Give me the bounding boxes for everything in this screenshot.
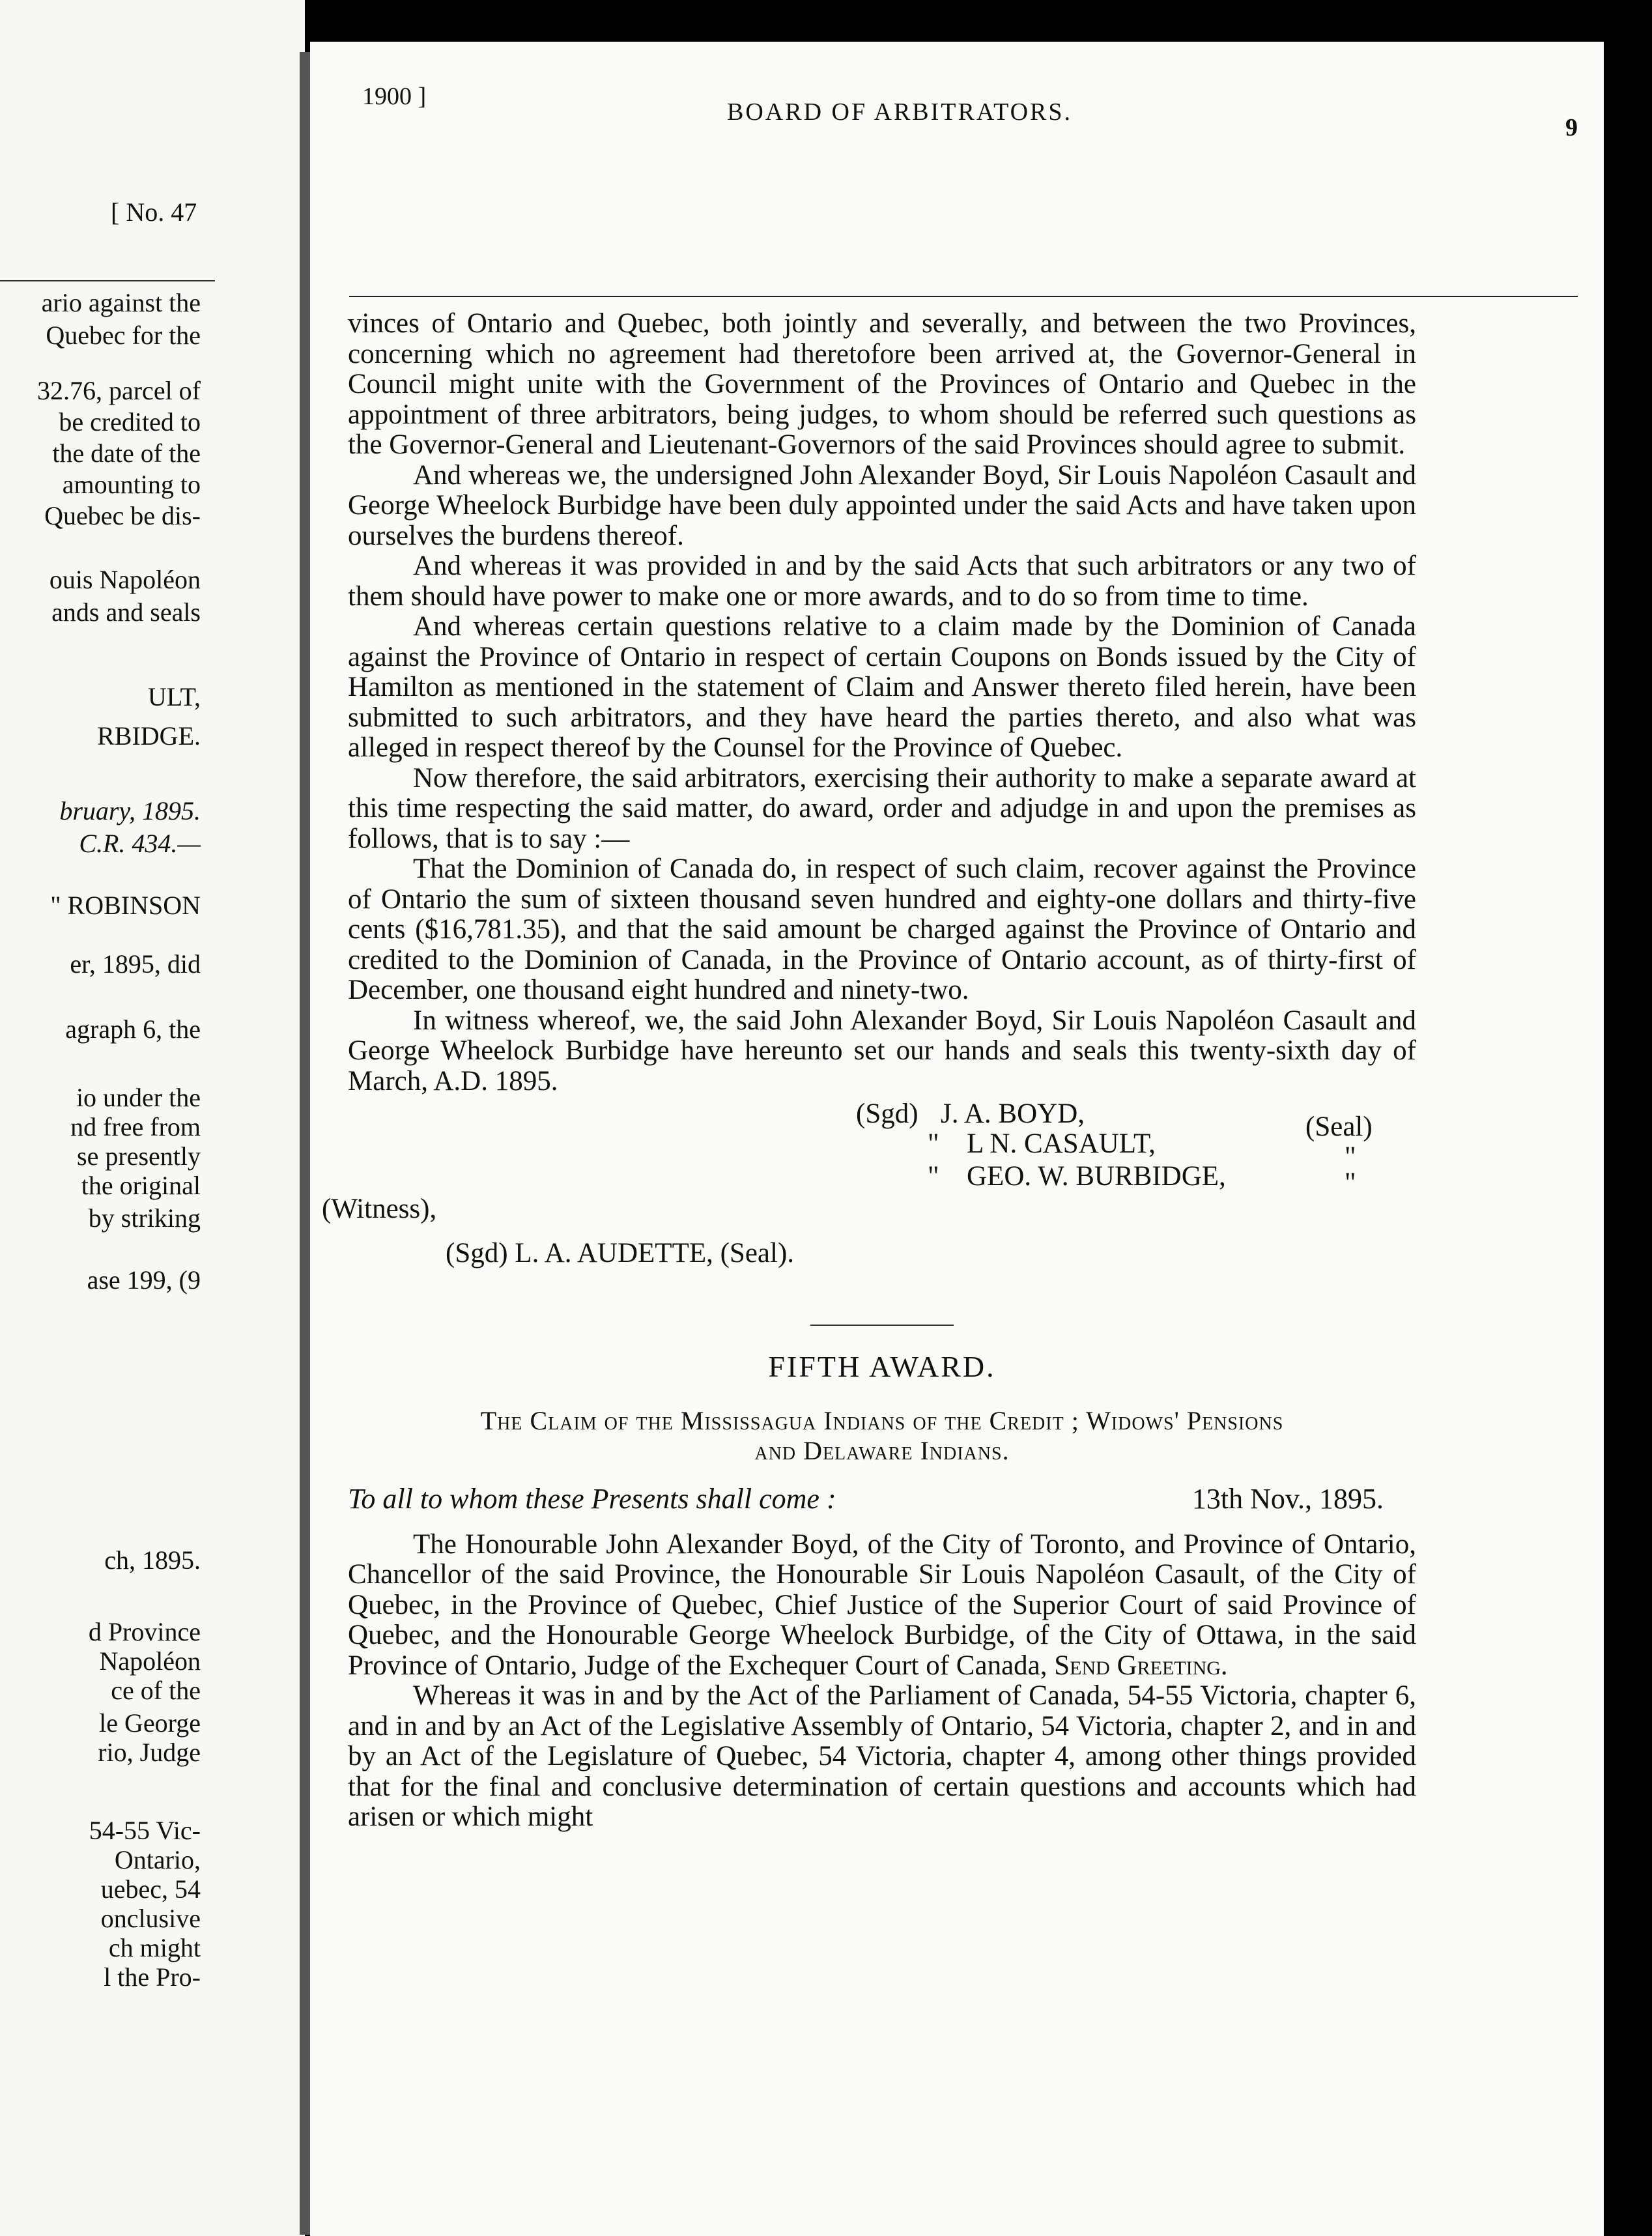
left-page-line: ouis Napoléon bbox=[49, 565, 201, 594]
seal-label: (Seal) bbox=[1305, 1111, 1373, 1142]
running-head-title: BOARD OF ARBITRATORS. bbox=[727, 98, 1073, 126]
left-page-line: amounting to bbox=[62, 470, 201, 499]
left-page-line: the original bbox=[81, 1171, 201, 1200]
signature-block bbox=[348, 1096, 1416, 1198]
left-page-line: Ontario, bbox=[114, 1845, 201, 1874]
running-head-year: 1900 ] bbox=[362, 83, 427, 110]
left-page-line: 54-55 Vic- bbox=[89, 1816, 201, 1845]
left-page-line: the date of the bbox=[52, 438, 201, 468]
ditto-mark: " bbox=[1345, 1168, 1356, 1198]
witness-label: (Witness), bbox=[322, 1194, 437, 1224]
award-date: 13th Nov., 1895. bbox=[1191, 1482, 1384, 1515]
left-page-line: ands and seals bbox=[51, 597, 201, 627]
page-body bbox=[322, 308, 1416, 1833]
left-page-line: ce of the bbox=[111, 1676, 201, 1705]
paragraph: Whereas it was in and by the Act of the Parliament of Canada, 54-55 Victoria, chapter 6, and in and by an Act of the Legislative Assembly of Ontario, 54 Victoria, chapter 2, and in and by an Act of the Legislature of Quebec, 54 Victoria, chapter 4, among other things provided that for the final and conclusive determination of certain questions and accounts which had arisen or which might bbox=[348, 1680, 1416, 1832]
left-page-line: 32.76, parcel of bbox=[36, 376, 201, 405]
left-page-line: bruary, 1895. bbox=[59, 796, 201, 825]
left-page-line: by striking bbox=[88, 1203, 201, 1233]
paragraph: vinces of Ontario and Quebec, both jointly and severally, and between the two Provinces, concerning which no agreement had theretofore been arrived at, the Governor-General in Council might unite with the Government of the Provinces of Ontario and Quebec in the appointment of three arbitrators, being judges, to whom should be referred such questions as the Governor-General and Lieutenant-Governors of the said Provinces should agree to submit. bbox=[348, 308, 1416, 460]
paragraph: That the Dominion of Canada do, in respect of such claim, recover against the Province of Ontario the sum of sixteen thousand seven hundred and eighty-one dollars and thirty-five cents ($16,781.35), and that the said amount be charged against the Province of Ontario and credited to the Dominion of Canada, in the Province of Ontario account, as of thirty-first of December, one thousand eight hundred and ninety-two. bbox=[348, 853, 1416, 1005]
left-page-line: ch might bbox=[108, 1933, 201, 1962]
witness-block bbox=[322, 1194, 1416, 1279]
award-subtitle-line: The Claim of the Mississagua Indians of the Credit ; Widows' Pensions bbox=[480, 1405, 1284, 1435]
award-title: FIFTH AWARD. bbox=[768, 1350, 996, 1383]
running-head-rule bbox=[349, 296, 1578, 297]
salutation-row bbox=[348, 1484, 1416, 1530]
left-page-line: Napoléon bbox=[99, 1646, 201, 1676]
ditto-mark: " bbox=[928, 1161, 939, 1192]
section-rule bbox=[810, 1325, 954, 1326]
left-page-line: nd free from bbox=[70, 1112, 201, 1141]
witness-signature: (Sgd) L. A. AUDETTE, (Seal). bbox=[446, 1238, 795, 1268]
left-page-line: l the Pro- bbox=[104, 1962, 201, 1992]
signer-casault: L N. CASAULT, bbox=[967, 1128, 1156, 1159]
left-page-line: Quebec be dis- bbox=[44, 501, 201, 530]
award-subtitle-line: and Delaware Indians. bbox=[754, 1435, 1010, 1465]
left-page-line: ch, 1895. bbox=[104, 1545, 201, 1575]
left-page-line: rio, Judge bbox=[98, 1738, 201, 1767]
left-page-line: d Province bbox=[88, 1617, 201, 1646]
right-page bbox=[310, 42, 1604, 2236]
ditto-mark: " bbox=[928, 1128, 939, 1159]
paragraph: Now therefore, the said arbitrators, exercising their authority to make a separate award at this time respecting the said matter, do award, order and adjudge in and upon the premises as follows, that is to say :— bbox=[348, 762, 1416, 854]
signer-boyd: J. A. BOYD, bbox=[941, 1098, 1085, 1129]
paragraph: And whereas we, the undersigned John Alexander Boyd, Sir Louis Napoléon Casault and George Wheelock Burbidge have been duly appointed under the said Acts and have taken upon ourselves the burdens thereof. bbox=[348, 459, 1416, 551]
paragraph: In witness whereof, we, the said John Alexander Boyd, Sir Louis Napoléon Casault and George Wheelock Burbidge have hereunto set our hands and seals this twenty-sixth day of March, A.D. 1895. bbox=[348, 1005, 1416, 1096]
send-greeting: Send Greeting. bbox=[1054, 1650, 1228, 1681]
ditto-mark: " bbox=[1345, 1141, 1356, 1172]
left-page-line: C.R. 434.— bbox=[79, 829, 201, 858]
left-page-line: RBIDGE. bbox=[97, 721, 201, 751]
left-page-line: ULT, bbox=[147, 682, 201, 711]
left-page-line: Quebec for the bbox=[46, 321, 201, 350]
left-page-line: agraph 6, the bbox=[65, 1014, 201, 1044]
page-gutter bbox=[300, 52, 310, 2235]
sgd-label: (Sgd) bbox=[856, 1098, 919, 1129]
award-subtitle bbox=[348, 1406, 1416, 1466]
paragraph: And whereas certain questions relative to a claim made by the Dominion of Canada against the Province of Ontario in respect of certain Coupons on Bonds issued by the City of Hamilton as mentioned in the statement of Claim and Answer thereto filed herein, have been submitted to such arbitrators, and they have heard the parties thereto, and also what was alleged in respect thereof by the Counsel for the Province of Quebec. bbox=[348, 611, 1416, 763]
left-page-line: ase 199, (9 bbox=[87, 1265, 201, 1295]
left-page-header: [ No. 47 bbox=[111, 197, 197, 227]
salutation: To all to whom these Presents shall come : bbox=[348, 1482, 836, 1515]
left-facing-page bbox=[0, 0, 305, 2236]
paragraph: And whereas it was provided in and by the said Acts that such arbitrators or any two of them should have power to make one or more awards, and to do so from time to time. bbox=[348, 551, 1416, 612]
left-page-line: le George bbox=[99, 1708, 201, 1738]
page-number: 9 bbox=[1565, 114, 1578, 141]
left-page-line: se presently bbox=[77, 1141, 201, 1171]
signer-burbidge: GEO. W. BURBIDGE, bbox=[967, 1161, 1226, 1192]
left-page-line: uebec, 54 bbox=[100, 1874, 201, 1904]
paragraph-text: The Honourable John Alexander Boyd, of the City of Toronto, and Province of Ontario, Chancellor of the said Province, the Honourable Sir Louis Napoléon Casault, of the City of Quebec, in the Province of Quebec, Chief Justice of the Superior Court of said Province of Quebec, and the Honourable George Wheelock Burbidge, of the City of Ottawa, in the said Province of Ontario, Judge of the Exchequer Court of Canada, bbox=[348, 1528, 1416, 1681]
left-page-line: er, 1895, did bbox=[70, 949, 201, 979]
left-page-line: ario against the bbox=[41, 288, 201, 317]
left-page-line: " ROBINSON bbox=[50, 891, 201, 920]
left-page-line: onclusive bbox=[100, 1904, 201, 1933]
left-header-rule bbox=[0, 280, 215, 281]
paragraph bbox=[348, 1530, 1416, 1682]
left-page-line: be credited to bbox=[59, 407, 201, 437]
left-page-line: io under the bbox=[76, 1083, 201, 1112]
